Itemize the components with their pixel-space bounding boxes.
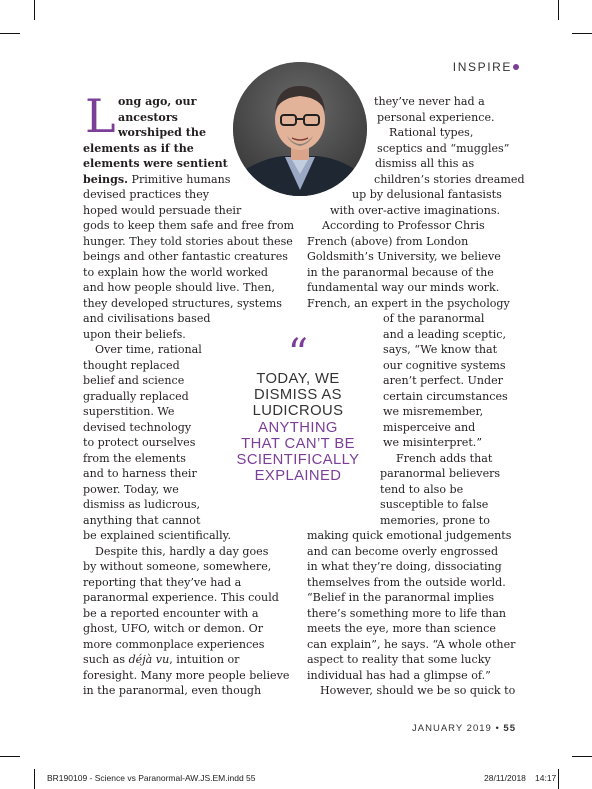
pull-quote <box>230 331 366 485</box>
left-column-line <box>83 187 209 203</box>
right-column-line <box>383 327 506 343</box>
right-column-line <box>396 451 492 467</box>
left-column-line <box>83 249 288 265</box>
right-column-line <box>377 110 495 126</box>
right-column-line <box>380 482 463 498</box>
text-run: dismiss as ludicrous, <box>83 498 201 511</box>
text-run: elements as if the <box>83 141 194 155</box>
page-folio <box>412 723 516 734</box>
text-run: paranormal believers <box>380 467 501 480</box>
left-column-line <box>83 141 194 157</box>
text-run: there’s something more to life than <box>307 606 507 620</box>
left-column-line <box>83 218 294 234</box>
text-run: we misremember, <box>383 405 484 418</box>
text-run: French, an expert in the psychology <box>307 296 510 310</box>
text-run: sceptics and “muggles” <box>377 141 510 155</box>
right-column-line <box>380 466 500 482</box>
text-run: “Belief in the paranormal implies <box>307 591 495 604</box>
pull-quote-purple-line: SCIENTIFICALLY <box>236 452 360 469</box>
text-run: gradually replaced <box>83 389 189 403</box>
left-column-line <box>118 94 196 110</box>
text-run: memories, prone to <box>380 513 490 527</box>
right-column-line <box>307 280 499 296</box>
slug-date: 28/11/2018 <box>484 773 526 783</box>
text-run: our cognitive systems <box>383 358 506 372</box>
text-run: says, “We know that <box>383 343 498 356</box>
left-column-line <box>118 110 178 126</box>
text-run: According to Professor Chris <box>322 219 485 232</box>
right-column-line <box>383 358 506 374</box>
left-column-line <box>83 683 261 699</box>
left-column-line <box>118 125 206 141</box>
text-run: déjà vu <box>128 653 170 666</box>
left-column-line <box>95 544 268 560</box>
right-column-line <box>383 420 475 436</box>
text-run: they developed structures, systems <box>83 296 282 310</box>
text-run: aspect to reality that some lucky <box>307 653 491 666</box>
left-column-line <box>83 327 186 343</box>
text-run: reporting that they’ve had a <box>83 575 242 589</box>
right-column-line <box>307 559 502 575</box>
left-column-line <box>83 513 200 529</box>
right-column-line <box>377 141 509 157</box>
text-run: in the paranormal, even though <box>83 684 262 697</box>
text-run: French adds that <box>396 451 493 465</box>
right-column-line <box>307 590 494 606</box>
right-column-line <box>307 544 498 560</box>
crop-mark <box>34 769 35 789</box>
text-run: beings. <box>83 172 128 186</box>
text-run: Over time, rational <box>95 343 202 356</box>
right-column-line <box>330 203 500 219</box>
right-column-line <box>383 389 508 405</box>
text-run: ong ago, our <box>118 95 197 108</box>
left-column-line <box>95 342 202 358</box>
left-column-line <box>83 265 268 281</box>
right-column-line <box>322 218 485 234</box>
text-run: and can become overly engrossed <box>307 544 499 558</box>
right-column-line <box>380 513 490 529</box>
right-column-line <box>375 156 474 172</box>
right-column-line <box>307 652 491 668</box>
text-run: Primitive humans <box>127 172 231 186</box>
text-run: power. Today, we <box>83 482 179 496</box>
portrait-photo <box>233 62 367 196</box>
left-column-line <box>83 652 239 668</box>
text-run: to explain how the world worked <box>83 265 269 279</box>
text-run: devised technology <box>83 420 192 434</box>
right-column-line <box>383 311 484 327</box>
text-run: in the paranormal because of the <box>307 265 494 279</box>
slug-filename: BR190109 - Science vs Paranormal-AW.JS.EM.indd 55 <box>47 773 256 783</box>
text-run: with over-active imaginations. <box>330 203 501 217</box>
text-run: tend to also be <box>380 482 464 496</box>
left-column-line <box>83 606 258 622</box>
text-run: beings and other fantastic creatures <box>83 250 288 263</box>
drop-cap: L <box>85 89 116 143</box>
text-run: However, should we be so quick to <box>320 684 516 697</box>
text-run: and how people should live. Then, <box>83 281 275 294</box>
pull-quote-dark-line: LUDICROUS <box>252 403 344 420</box>
text-run: hunger. They told stories about these <box>83 234 293 248</box>
text-run: certain circumstances <box>383 389 508 403</box>
text-run: anything that cannot <box>83 513 201 527</box>
right-column-line <box>383 373 503 389</box>
right-column-line <box>389 125 473 141</box>
crop-mark <box>558 0 559 20</box>
right-column-line <box>307 265 494 281</box>
text-run: personal experience. <box>377 110 495 124</box>
text-run: thought replaced <box>83 358 180 372</box>
text-run: upon their beliefs. <box>83 327 186 341</box>
right-column-line <box>307 249 501 265</box>
text-run: from the elements <box>83 451 186 465</box>
left-column-line <box>83 358 180 374</box>
pull-quote-purple-line: THAT CAN’T BE <box>241 435 355 452</box>
crop-mark <box>34 0 35 20</box>
left-column-line <box>83 559 271 575</box>
page-number: 55 <box>503 723 516 734</box>
left-column-line <box>83 575 241 591</box>
left-column-line <box>83 435 195 451</box>
text-run: foresight. Many more people believe <box>83 668 290 682</box>
text-run: ancestors <box>118 110 178 124</box>
text-run: worshiped the <box>118 126 207 139</box>
left-column-line <box>83 404 174 420</box>
text-run: French (above) from London <box>307 234 469 248</box>
text-run: and civilisations based <box>83 312 211 325</box>
folio-date: JANUARY 2019 <box>412 723 492 734</box>
text-run: devised practices they <box>83 188 210 201</box>
left-column-line <box>83 203 241 219</box>
text-run: belief and science <box>83 374 185 387</box>
text-run: elements were sentient <box>83 157 228 170</box>
left-column-line <box>83 590 279 606</box>
pull-quote-purple-line: EXPLAINED <box>254 468 342 485</box>
section-label: INSPIRE <box>452 60 512 74</box>
text-run: in what they’re doing, dissociating <box>307 560 502 573</box>
right-column-line <box>307 296 510 312</box>
text-run: ghost, UFO, witch or demon. Or <box>83 622 264 635</box>
text-run: gods to keep them safe and free from <box>83 219 295 232</box>
left-column-line <box>83 156 228 172</box>
right-column-line <box>380 497 488 513</box>
text-run: hoped would persuade their <box>83 203 242 217</box>
left-column-line <box>83 528 231 544</box>
text-run: making quick emotional judgements <box>307 529 512 542</box>
crop-mark <box>0 33 20 34</box>
left-column-line <box>83 482 179 498</box>
section-dot <box>513 64 519 70</box>
left-column-line <box>83 451 186 467</box>
right-column-line <box>307 668 491 684</box>
right-column-line <box>307 575 506 591</box>
right-column-line <box>374 94 485 110</box>
text-run: of the paranormal <box>383 312 485 325</box>
right-column-line <box>374 172 525 188</box>
text-run: individual has had a glimpse of.” <box>307 668 491 682</box>
text-run: and a leading sceptic, <box>383 327 506 341</box>
crop-mark <box>558 769 559 789</box>
text-run: Despite this, hardly a day goes <box>95 544 269 558</box>
text-run: and to harness their <box>83 467 197 480</box>
right-column-line <box>307 637 515 653</box>
folio-separator: • <box>495 723 500 734</box>
text-run: by without someone, somewhere, <box>83 560 272 573</box>
text-run: be explained scientifically. <box>83 529 231 542</box>
crop-mark <box>572 756 592 757</box>
pull-quote-purple-line: ANYTHING <box>258 419 338 436</box>
text-run: susceptible to false <box>380 498 489 511</box>
right-column-line <box>307 234 468 250</box>
text-run: we misinterpret.” <box>383 436 482 449</box>
left-column-line <box>83 420 191 436</box>
text-run: can explain”, he says. “A whole other <box>307 637 516 651</box>
right-column-line <box>383 342 497 358</box>
left-column-line <box>83 621 263 637</box>
right-column-line <box>383 435 482 451</box>
text-run: aren’t perfect. Under <box>383 374 503 387</box>
left-column-line <box>83 296 282 312</box>
right-column-line <box>320 683 515 699</box>
text-run: children’s stories dreamed <box>374 172 525 186</box>
text-run: be a reported encounter with a <box>83 606 259 620</box>
crop-mark <box>572 33 592 34</box>
pull-quote-dark-line: TODAY, WE <box>256 371 340 387</box>
left-column-line <box>83 373 184 389</box>
right-column-line <box>307 621 496 637</box>
portrait-illustration <box>233 62 367 196</box>
text-run: up by delusional fantasists <box>352 188 502 201</box>
text-run: more commonplace experiences <box>83 637 265 651</box>
right-column-line <box>307 528 511 544</box>
text-run: they’ve never had a <box>374 95 485 108</box>
quote-mark-icon: “ <box>287 331 309 377</box>
left-column-line <box>83 497 200 513</box>
right-column-line <box>352 187 502 203</box>
crop-mark <box>0 756 20 757</box>
text-run: Goldsmith’s University, we believe <box>307 250 501 263</box>
left-column-line <box>83 637 264 653</box>
left-column-line <box>83 389 189 405</box>
left-column-line <box>83 668 289 684</box>
text-run: superstition. We <box>83 405 175 418</box>
left-column-line <box>83 172 231 188</box>
text-run: such as <box>83 653 129 666</box>
left-column-line <box>83 280 275 296</box>
pull-quote-dark-line: DISMISS AS <box>254 387 342 404</box>
left-column-line <box>83 234 293 250</box>
right-column-line <box>383 404 483 420</box>
text-run: themselves from the outside world. <box>307 575 506 589</box>
text-run: , intuition or <box>169 653 240 666</box>
text-run: misperceive and <box>383 420 476 434</box>
text-run: dismiss all this as <box>375 157 475 170</box>
text-run: to protect ourselves <box>83 436 196 449</box>
text-run: fundamental way our minds work. <box>307 281 500 294</box>
text-run: paranormal experience. This could <box>83 591 279 604</box>
slug-time: 14:17 <box>535 773 557 783</box>
left-column-line <box>83 466 197 482</box>
text-run: Rational types, <box>389 126 474 139</box>
text-run: meets the eye, more than science <box>307 622 496 635</box>
right-column-line <box>307 606 506 622</box>
left-column-line <box>83 311 211 327</box>
